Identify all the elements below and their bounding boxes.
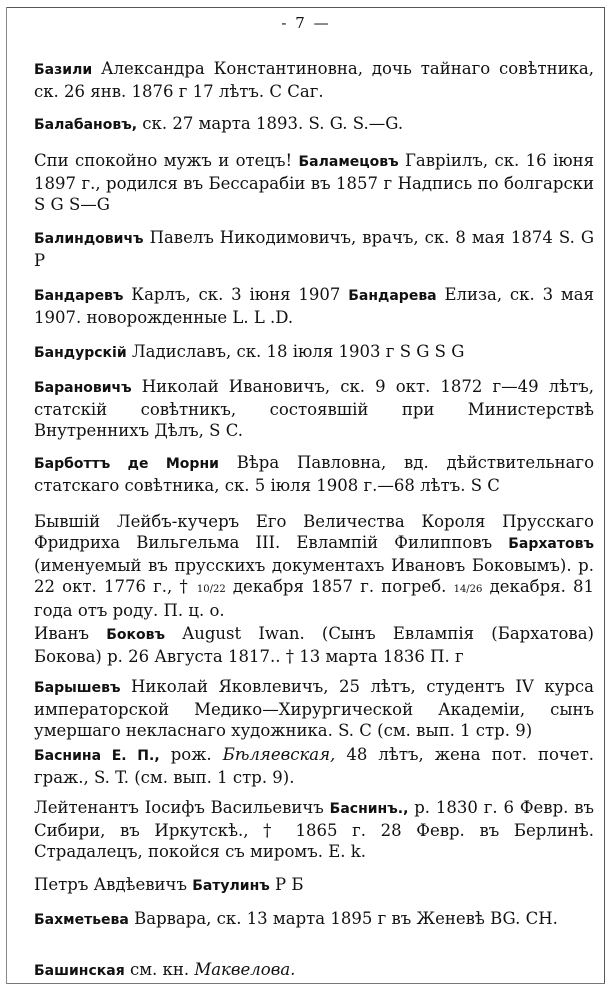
- entry-text: р. 1830 г. 6 Февр. въ Сибири, въ Иркутскѣ., † 1865 г. 28 Февр. въ Берлинѣ. Страдалецъ, покойся съ миромъ. E. k.: [34, 798, 595, 861]
- entry-name-second: Бандарева: [348, 288, 437, 304]
- entry-bokov: [34, 623, 594, 667]
- entry-barbott-de-morni: [34, 452, 594, 496]
- entry-name: Базили: [34, 62, 93, 78]
- scan-border-right: [604, 7, 605, 984]
- entry-name: Бандурскій: [34, 345, 127, 361]
- entry-text: Александра Константиновна, дочь тайнаго совѣтника, ск. 26 янв. 1876 г 17 лѣтъ. С Саг.: [34, 59, 594, 101]
- entry-text: Николай Яковлевичъ, 25 лѣтъ, студентъ IV курса императорской Медико—Хирургической Академіи, сынъ умершаго некласнаго художника. S. C (см. вып. 1 стр. 9): [34, 677, 594, 740]
- entry-batulin: [34, 874, 594, 897]
- entry-name: Барышевъ: [34, 680, 121, 696]
- entry-prefix: Бывшій Лейбъ-кучеръ Его Величества Короля Прусскаго Фридриха Вильгельма III. Евлампій Филипповъ: [34, 512, 594, 552]
- entry-italic: Маквелова.: [194, 960, 296, 979]
- entry-text: Николай Ивановичъ, ск. 9 окт. 1872 г—49 лѣтъ, статскій совѣтникъ, состоявшій при Министерствѣ Внутреннихъ Дѣлъ, S C.: [34, 377, 594, 440]
- entry-name: Баламецовъ: [298, 154, 399, 170]
- entry-balametsov: [34, 150, 594, 215]
- entry-balindovich: [34, 227, 594, 271]
- entry-name: Баснина Е. П.,: [34, 748, 160, 764]
- entry-name: Бахметьева: [34, 912, 129, 928]
- entry-name: Барботтъ де Морни: [34, 456, 219, 472]
- entry-prefix: Лейтенантъ Іосифъ Васильевичъ: [34, 798, 330, 817]
- entry-text: рож.: [159, 745, 223, 764]
- entry-basnin: [34, 797, 594, 862]
- entry-baryshev: [34, 676, 594, 741]
- entry-bazili: [34, 58, 594, 102]
- entry-name: Башинская: [34, 963, 125, 979]
- date-fraction-burial: 14/26: [453, 584, 483, 595]
- entry-text: Павелъ Никодимовичъ, врачъ, ск. 8 мая 1874 S. G P: [34, 228, 594, 270]
- entry-text-third: декабря. 81 года отъ роду. П. ц. о.: [34, 577, 594, 620]
- date-fraction-death: 10/22: [196, 584, 226, 595]
- entry-text: Ладиславъ, ск. 18 іюля 1903 г S G S G: [126, 342, 465, 361]
- entry-bandarev: [34, 284, 594, 328]
- entry-text: Карлъ, ск. 3 іюня 1907: [123, 285, 349, 304]
- entry-name: Бандаревъ: [34, 288, 124, 304]
- entry-text-second: Елиза, ск. 3 мая 1907. новорожденные L. L .D.: [34, 285, 595, 327]
- scan-border-bottom: [6, 983, 605, 984]
- entry-text: ск. 27 марта 1893. S. G. S.—G.: [137, 114, 404, 133]
- entry-barkhatov: [34, 511, 594, 621]
- page-number-header: - 7 —: [281, 14, 331, 32]
- entry-baranovich: [34, 376, 594, 441]
- entry-italic: Бѣляевская,: [222, 745, 336, 764]
- scan-border-left: [6, 7, 7, 984]
- scan-border-top: [6, 7, 605, 8]
- entry-name: Барановичъ: [34, 380, 132, 396]
- entry-name: Батулинъ: [192, 878, 270, 894]
- entry-bakhmeteva: [34, 908, 594, 931]
- entry-prefix: Спи спокойно мужъ и отецъ!: [34, 151, 299, 170]
- entry-text-second: 48 лѣтъ, жена пот. почет. граж., S. T. (см. вып. 1 стр. 9).: [34, 745, 594, 787]
- entry-balabanov: [34, 113, 594, 136]
- entry-prefix: Петръ Авдѣевичъ: [34, 875, 193, 894]
- entry-name: Балабановъ,: [34, 117, 138, 133]
- entry-text: August Iwan. (Сынъ Евлампія (Бархатова) Бокова) р. 26 Августа 1817.. † 13 марта 1836 П. г: [34, 624, 594, 666]
- entry-text: (именуемый въ прусскихъ документахъ Ивановъ Боковымъ). р. 22 окт. 1776 г., †: [34, 556, 594, 596]
- entry-text: см. кн.: [124, 960, 195, 979]
- entry-name: Боковъ: [106, 627, 166, 643]
- entry-name: Бархатовъ: [508, 536, 594, 552]
- entry-bandurskiy: [34, 341, 594, 364]
- entry-text-second: декабря 1857 г. погреб.: [225, 577, 454, 596]
- entry-prefix: Иванъ: [34, 624, 107, 643]
- entry-text: Вѣра Павловна, вд. дѣйствительнаго статскаго совѣтника, ск. 5 іюля 1908 г.—68 лѣтъ. S C: [34, 453, 595, 495]
- entry-basnina: [34, 744, 594, 788]
- entry-name: Балиндовичъ: [34, 231, 144, 247]
- entry-bashinskaya: [34, 959, 594, 982]
- entry-name: Баснинъ.,: [329, 801, 409, 817]
- entry-text: Гавріилъ, ск. 16 іюня 1897 г., родился въ Бессарабіи въ 1857 г Надпись по болгарски S G S—G: [34, 151, 594, 214]
- entry-text: Р Б: [269, 875, 304, 894]
- entry-text: Варвара, ск. 13 марта 1895 г въ Женевѣ BG. CH.: [128, 909, 558, 928]
